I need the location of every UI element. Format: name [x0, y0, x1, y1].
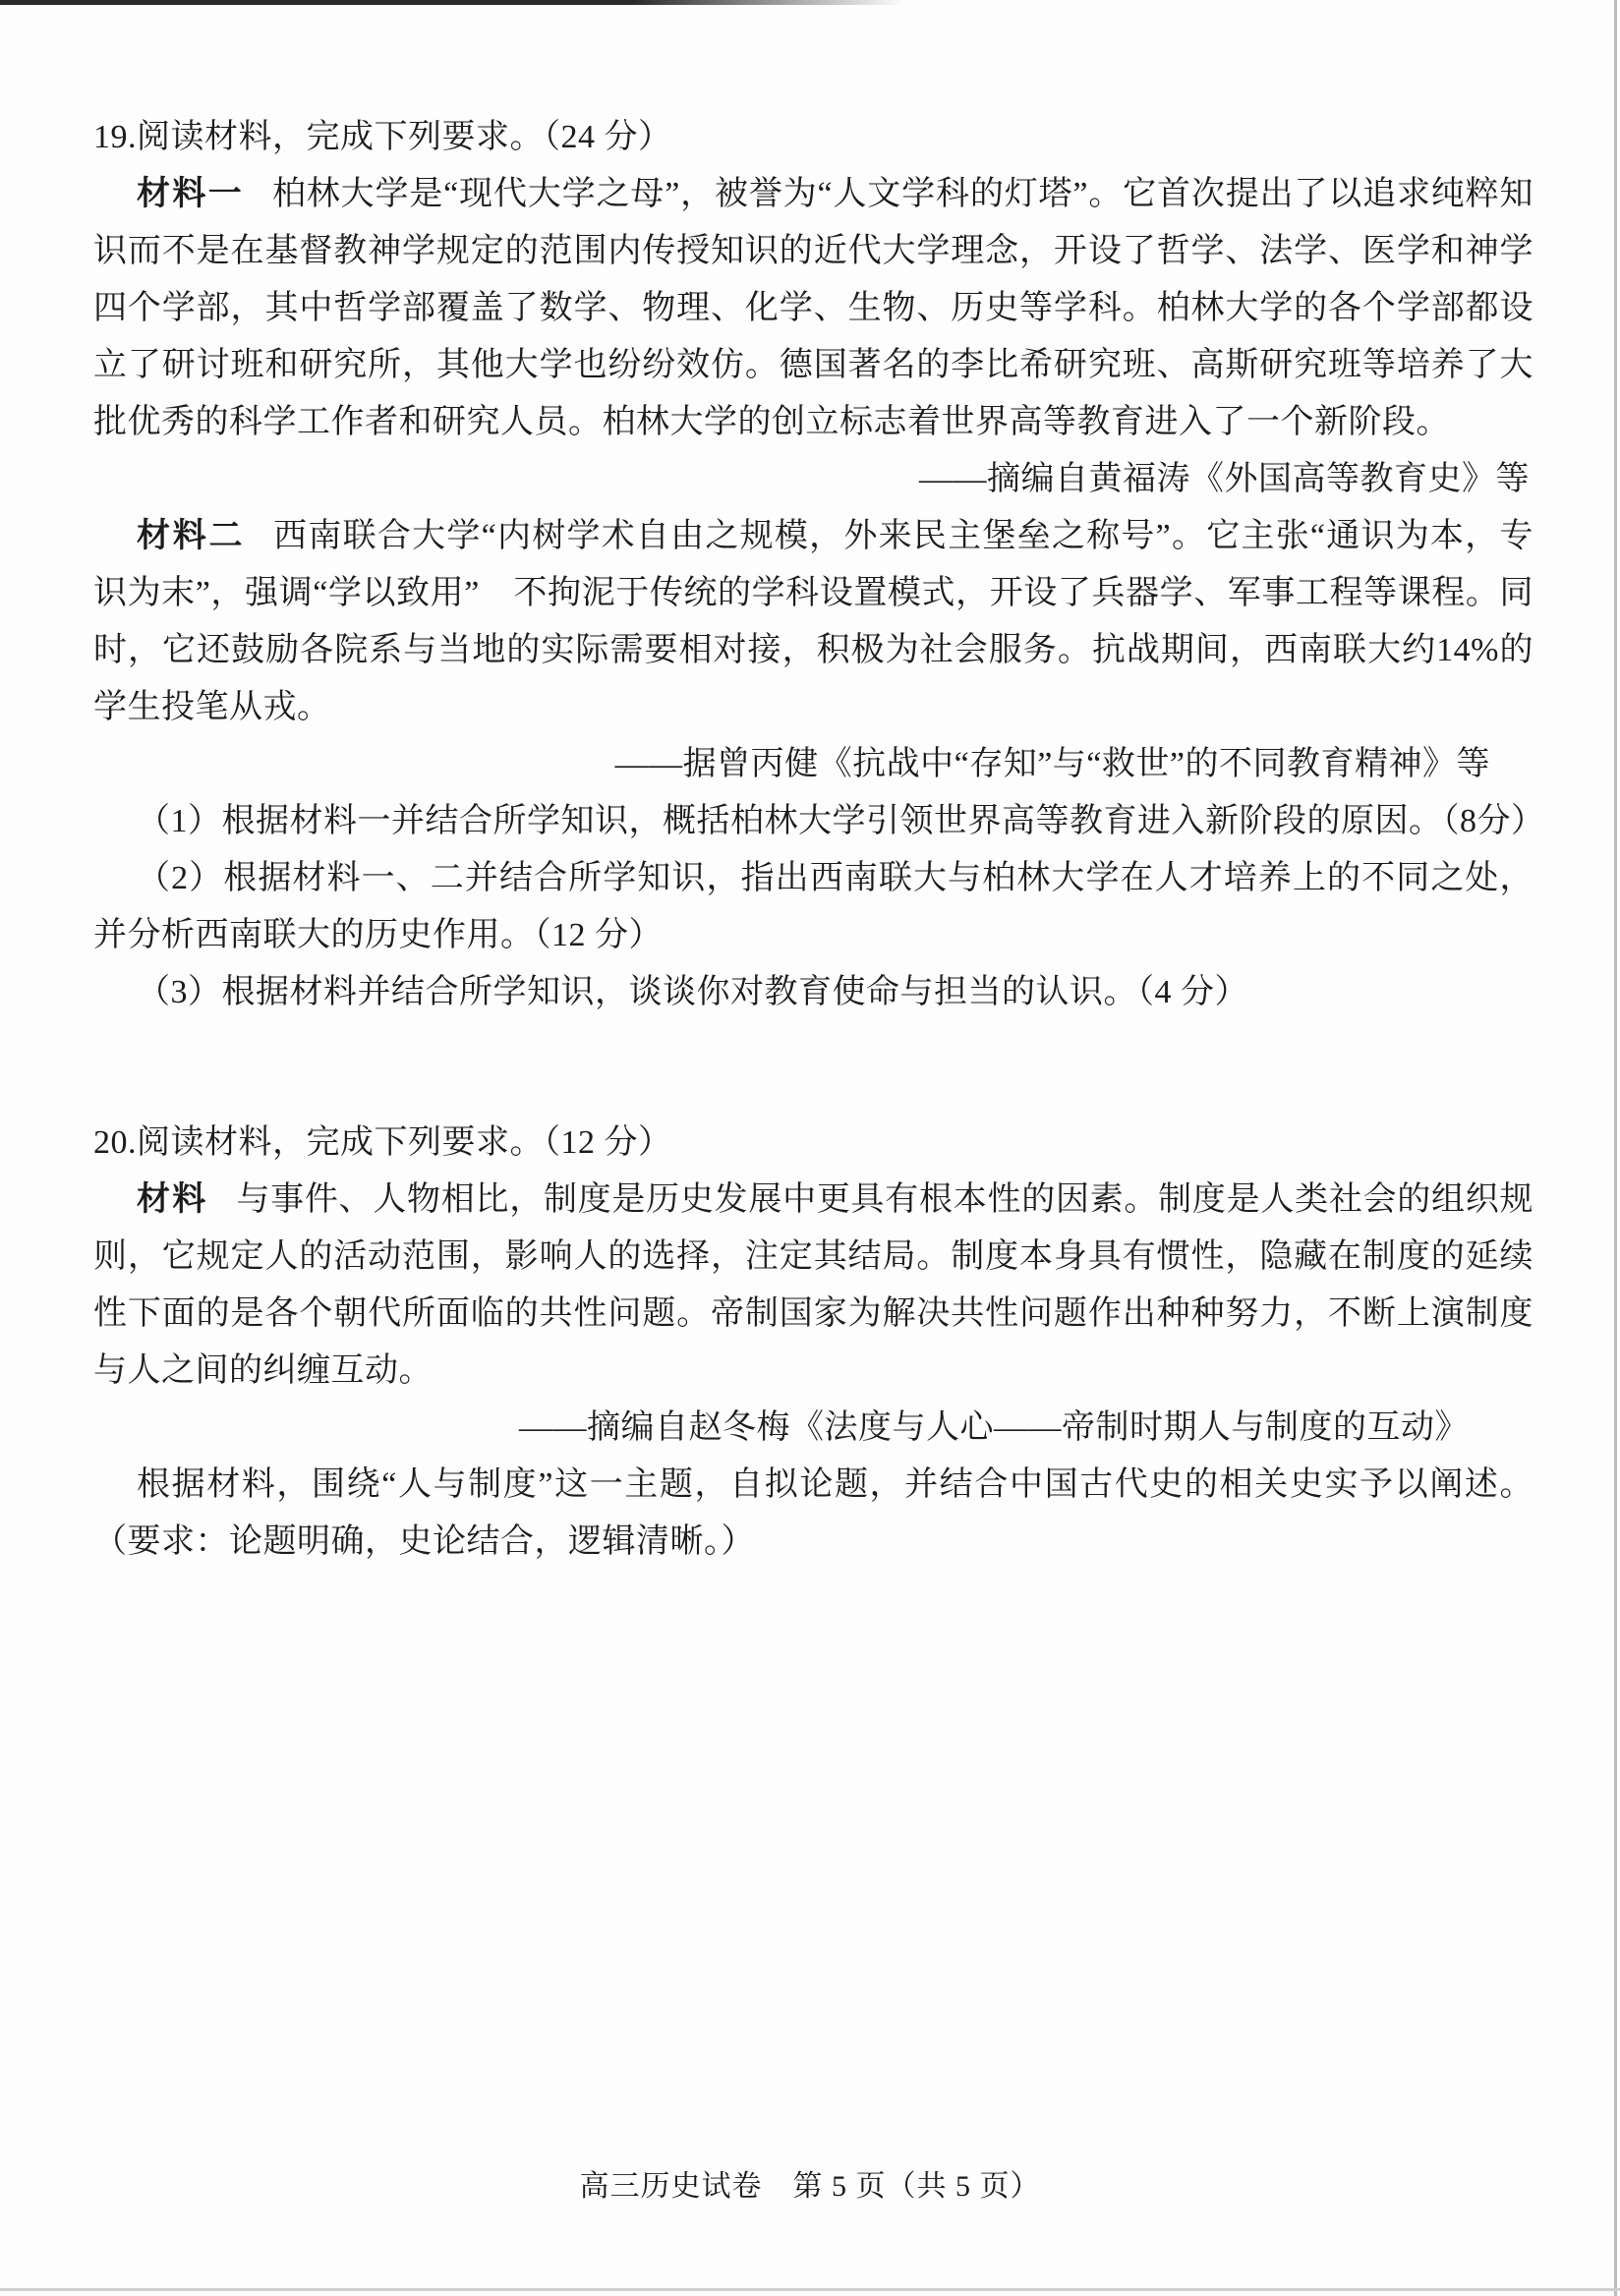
q19-material2-paragraph [93, 508, 1533, 736]
question-20-heading: 20.阅读材料，完成下列要求。（12 分） [93, 1124, 672, 1161]
q19-subquestion-3: （3）根据材料并结合所学知识，谈谈你对教育使命与担当的认识。（4 分） [137, 974, 1248, 1010]
material-text: 与事件、人物相比，制度是历史发展中更具有根本性的因素。制度是人类社会的组织规则，它规定人的活动范围，影响人的选择，注定其结局。制度本身具有惯性，隐藏在制度的延续性下面的是各个朝代所面临的共性问题。帝制国家为解决共性问题作出种种努力，不断上演制度与人之间的纠缠互动。 [93, 1181, 1533, 1389]
question-19-heading: 19.阅读材料，完成下列要求。（24 分） [93, 119, 672, 155]
q20-material-citation: ——摘编自赵冬梅《法度与人心——帝制时期人与制度的互动》 [519, 1409, 1469, 1446]
material-one-label: 材料一 [137, 176, 245, 212]
q19-material1-paragraph [93, 166, 1533, 451]
q19-subquestion-1: （1）根据材料一并结合所学知识，概括柏林大学引领世界高等教育进入新阶段的原因。（8分） [137, 803, 1545, 839]
question-19-section [93, 109, 1545, 1021]
q20-material-paragraph [93, 1172, 1533, 1400]
footer-text: 高三历史试卷 第 5 页（共 5 页） [579, 2170, 1041, 2203]
q20-task: 根据材料，围绕“人与制度”这一主题，自拟论题，并结合中国古代史的相关史实予以阐述。（要求：论题明确，史论结合，逻辑清晰。） [93, 1466, 1533, 1560]
scan-edge-bottom [0, 2288, 1620, 2291]
material-two-text: 西南联合大学“内树学术自由之规模，外来民主堡垒之称号”。它主张“通识为本，专识为末”，强调“学以致用” 不拘泥于传统的学科设置模式，开设了兵器学、军事工程等课程。同时，它还鼓励各院系与当地的实际需要相对接，积极为社会服务。抗战期间，西南联大约14%的学生投笔从戎。 [93, 518, 1534, 725]
scan-edge-right [1614, 0, 1617, 2296]
q19-material1-citation: ——摘编自黄福涛《外国高等教育史》等 [919, 461, 1530, 497]
material-two-label: 材料二 [137, 518, 246, 554]
q19-material2-citation: ——据曾丙健《抗战中“存知”与“救世”的不同教育精神》等 [614, 746, 1490, 782]
page-footer [0, 2165, 1620, 2209]
q19-subquestion-2: （2）根据材料一、二并结合所学知识，指出西南联大与柏林大学在人才培养上的不同之处，并分析西南联大的历史作用。（12 分） [93, 860, 1533, 953]
material-one-text: 柏林大学是“现代大学之母”，被誉为“人文学科的灯塔”。它首次提出了以追求纯粹知识而不是在基督教神学规定的范围内传授知识的近代大学理念，开设了哲学、法学、医学和神学四个学部，其中哲学部覆盖了数学、物理、化学、生物、历史等学科。柏林大学的各个学部都设立了研讨班和研究所，其他大学也纷纷效仿。德国著名的李比希研究班、高斯研究班等培养了大批优秀的科学工作者和研究人员。柏林大学的创立标志着世界高等教育进入了一个新阶段。 [93, 176, 1533, 440]
scan-edge-top [0, 0, 904, 5]
question-20-section [93, 1115, 1533, 1571]
exam-content [93, 109, 1545, 1571]
material-label: 材料 [137, 1181, 208, 1218]
